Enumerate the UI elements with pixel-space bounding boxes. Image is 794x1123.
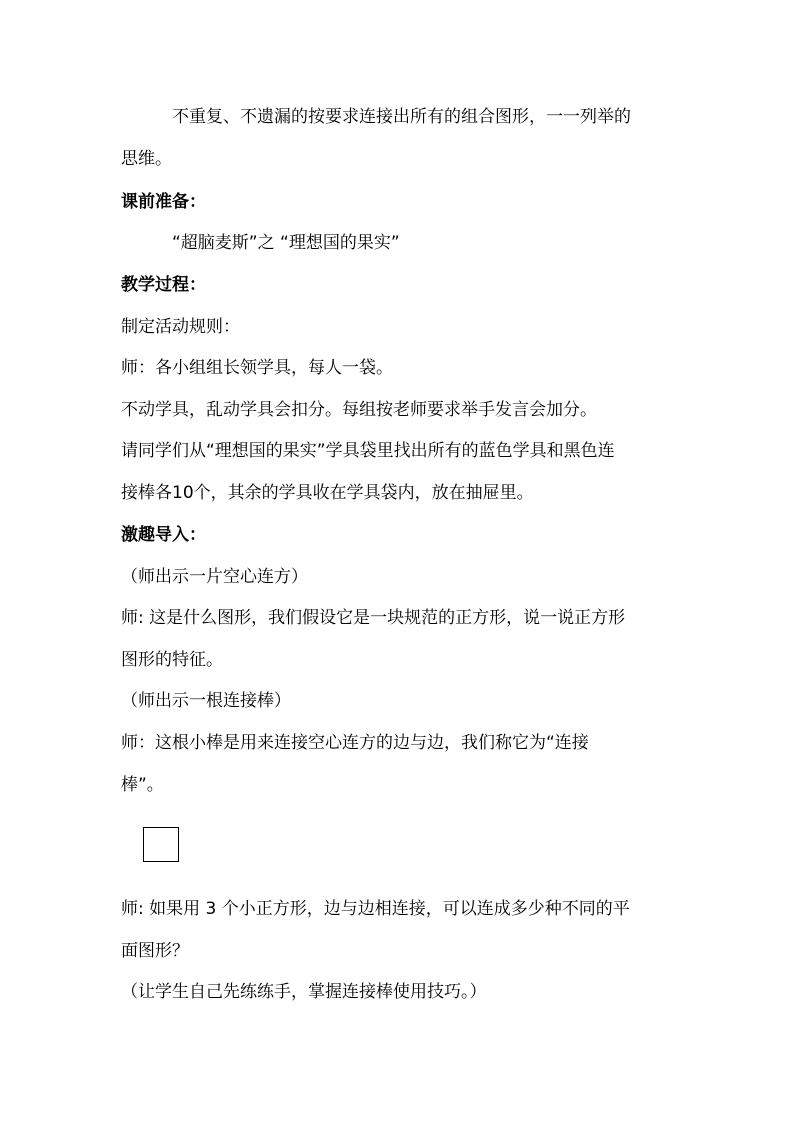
teacher-line-square: 师: 这是什么图形，我们假设它是一块规范的正方形，说一说正方形 [121, 608, 626, 628]
rule-line: 不动学具，乱动学具会扣分。每组按老师要求举手发言会加分。 [121, 400, 597, 420]
stage-direction-2: （师出示一根连接棒） [121, 691, 291, 711]
teacher-question-continued: 面图形？ [121, 941, 189, 961]
instruction-line: 请同学们从“理想国的果实”学具袋里找出所有的蓝色学具和黑色连 [121, 441, 615, 461]
teacher-question: 师: 如果用 3 个小正方形，边与边相连接，可以连成多少种不同的平 [121, 899, 630, 919]
teacher-line-stick-continued: 棒”。 [121, 775, 164, 795]
paragraph-objective: 不重复、不遗漏的按要求连接出所有的组合图形，一一列举的 [172, 107, 631, 127]
heading-preparation: 课前准备： [121, 192, 206, 212]
preparation-item: “超脑麦斯”之 “理想国的果实” [172, 233, 400, 253]
teacher-line-stick: 师：这根小棒是用来连接空心连方的边与边，我们称它为“连接 [121, 733, 589, 753]
instruction-line-continued: 接棒各10个，其余的学具收在学具袋内，放在抽屉里。 [121, 483, 534, 503]
heading-intro: 激趣导入： [121, 525, 206, 545]
heading-teaching-process: 教学过程： [121, 275, 206, 295]
stage-direction-3: （让学生自己先练练手，掌握连接棒使用技巧。） [121, 982, 487, 1002]
stage-direction-1: （师出示一片空心连方） [121, 567, 308, 587]
paragraph-objective-continued: 思维。 [121, 149, 172, 169]
teacher-line-square-continued: 图形的特征。 [121, 650, 223, 670]
teacher-line-1: 师：各小组组长领学具，每人一袋。 [121, 358, 393, 378]
rules-title: 制定活动规则： [121, 317, 240, 337]
square-figure [143, 827, 179, 862]
